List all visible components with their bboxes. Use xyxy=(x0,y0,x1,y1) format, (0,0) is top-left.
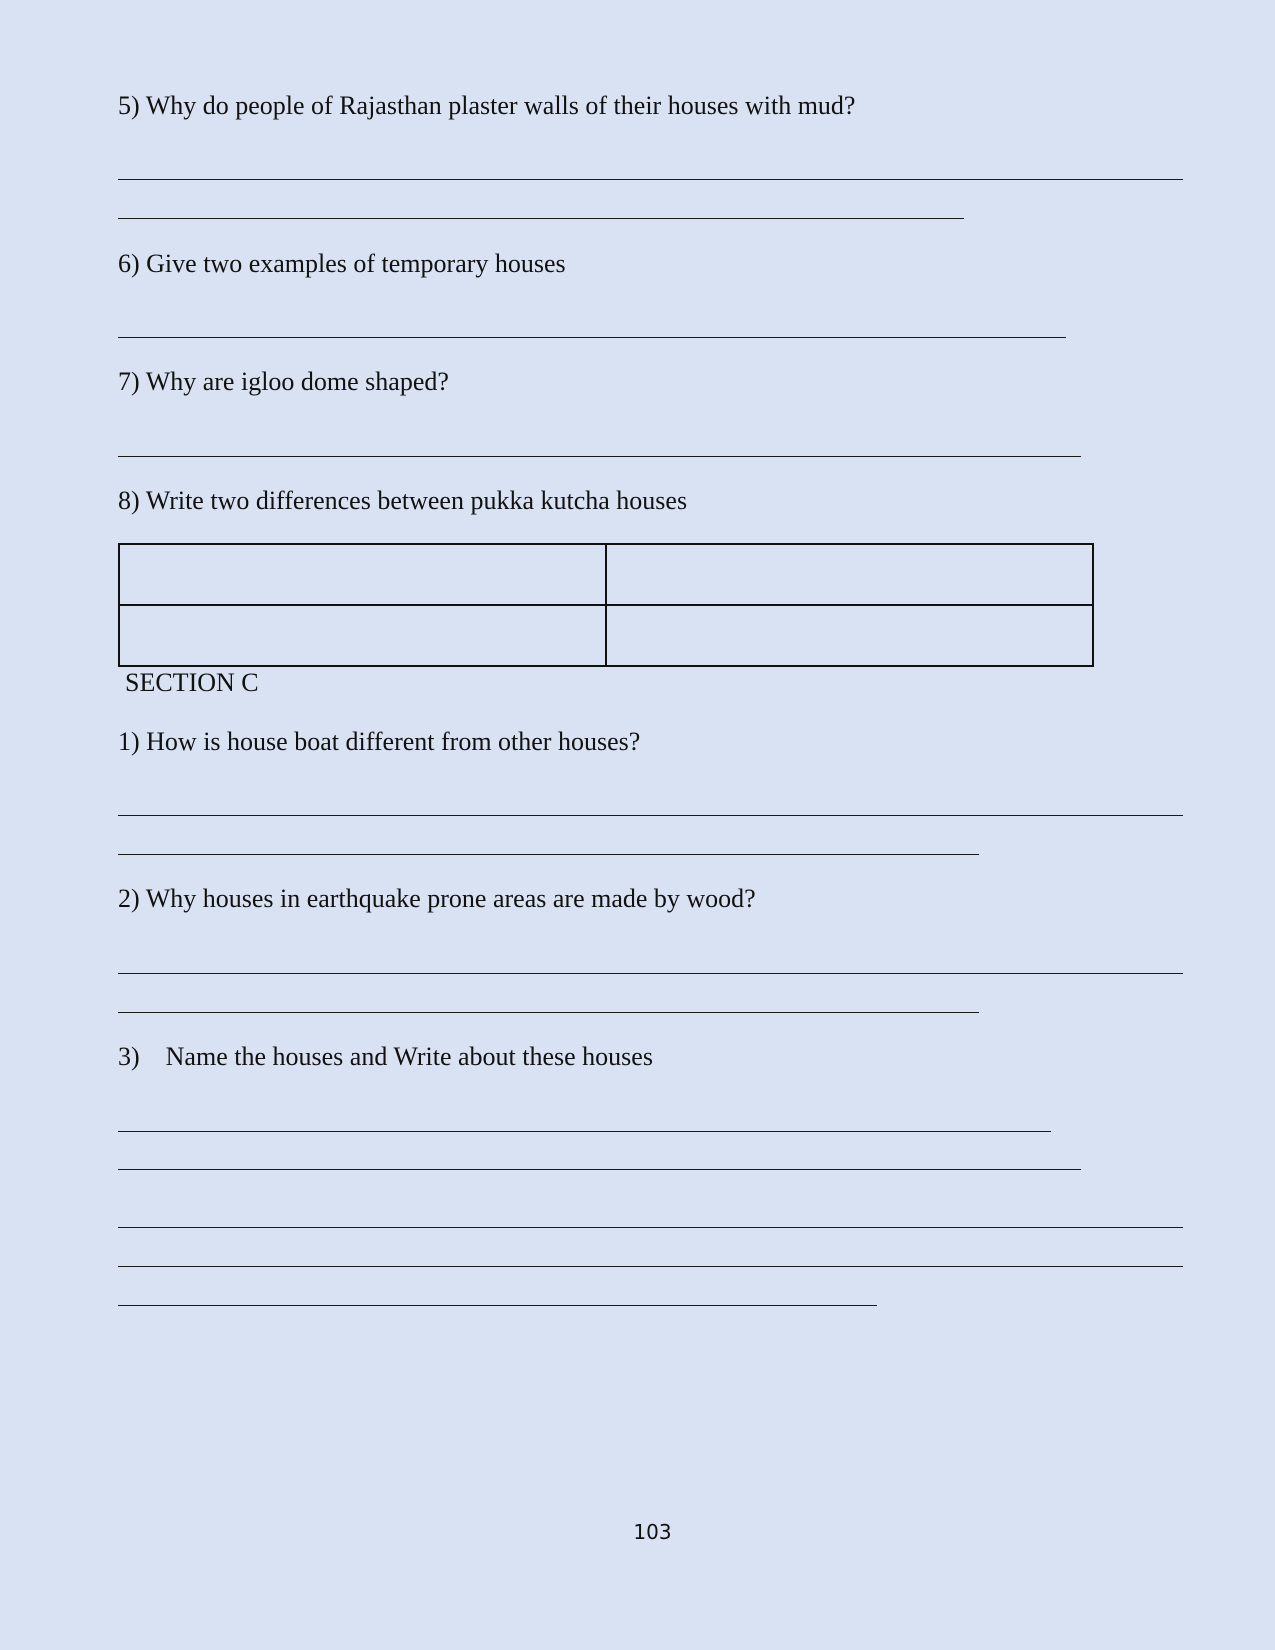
answer-line xyxy=(118,218,964,219)
answer-line xyxy=(118,973,1183,974)
answer-line xyxy=(118,179,1183,180)
question-6: 6) Give two examples of temporary houses xyxy=(118,249,566,278)
section-c-question-2: 2) Why houses in earthquake prone areas are made by wood? xyxy=(118,884,756,913)
table-cell-pukka[interactable] xyxy=(119,544,606,605)
answer-line xyxy=(118,337,1066,338)
answer-line xyxy=(118,1169,1081,1170)
answer-line xyxy=(118,815,1183,816)
section-c-question-3: 3) Name the houses and Write about these houses xyxy=(118,1042,653,1071)
answer-line xyxy=(118,854,979,855)
differences-table xyxy=(118,543,1094,667)
answer-line xyxy=(118,1012,979,1013)
question-5: 5) Why do people of Rajasthan plaster walls of their houses with mud? xyxy=(118,91,856,120)
table-row xyxy=(119,605,1093,666)
question-8: 8) Write two differences between pukka kutcha houses xyxy=(118,486,688,515)
table-cell-kutcha[interactable] xyxy=(606,605,1093,666)
answer-line xyxy=(118,1266,1183,1267)
answer-line xyxy=(118,1131,1051,1132)
answer-line xyxy=(118,1305,877,1306)
table-row xyxy=(119,544,1093,605)
answer-line xyxy=(118,1227,1183,1228)
table-cell-pukka[interactable] xyxy=(119,605,606,666)
page-number: 103 xyxy=(633,1520,672,1544)
answer-line xyxy=(118,456,1081,457)
section-c-question-1: 1) How is house boat different from other houses? xyxy=(118,727,641,756)
section-c-heading: SECTION C xyxy=(125,668,259,697)
table-cell-kutcha[interactable] xyxy=(606,544,1093,605)
question-7: 7) Why are igloo dome shaped? xyxy=(118,367,449,396)
